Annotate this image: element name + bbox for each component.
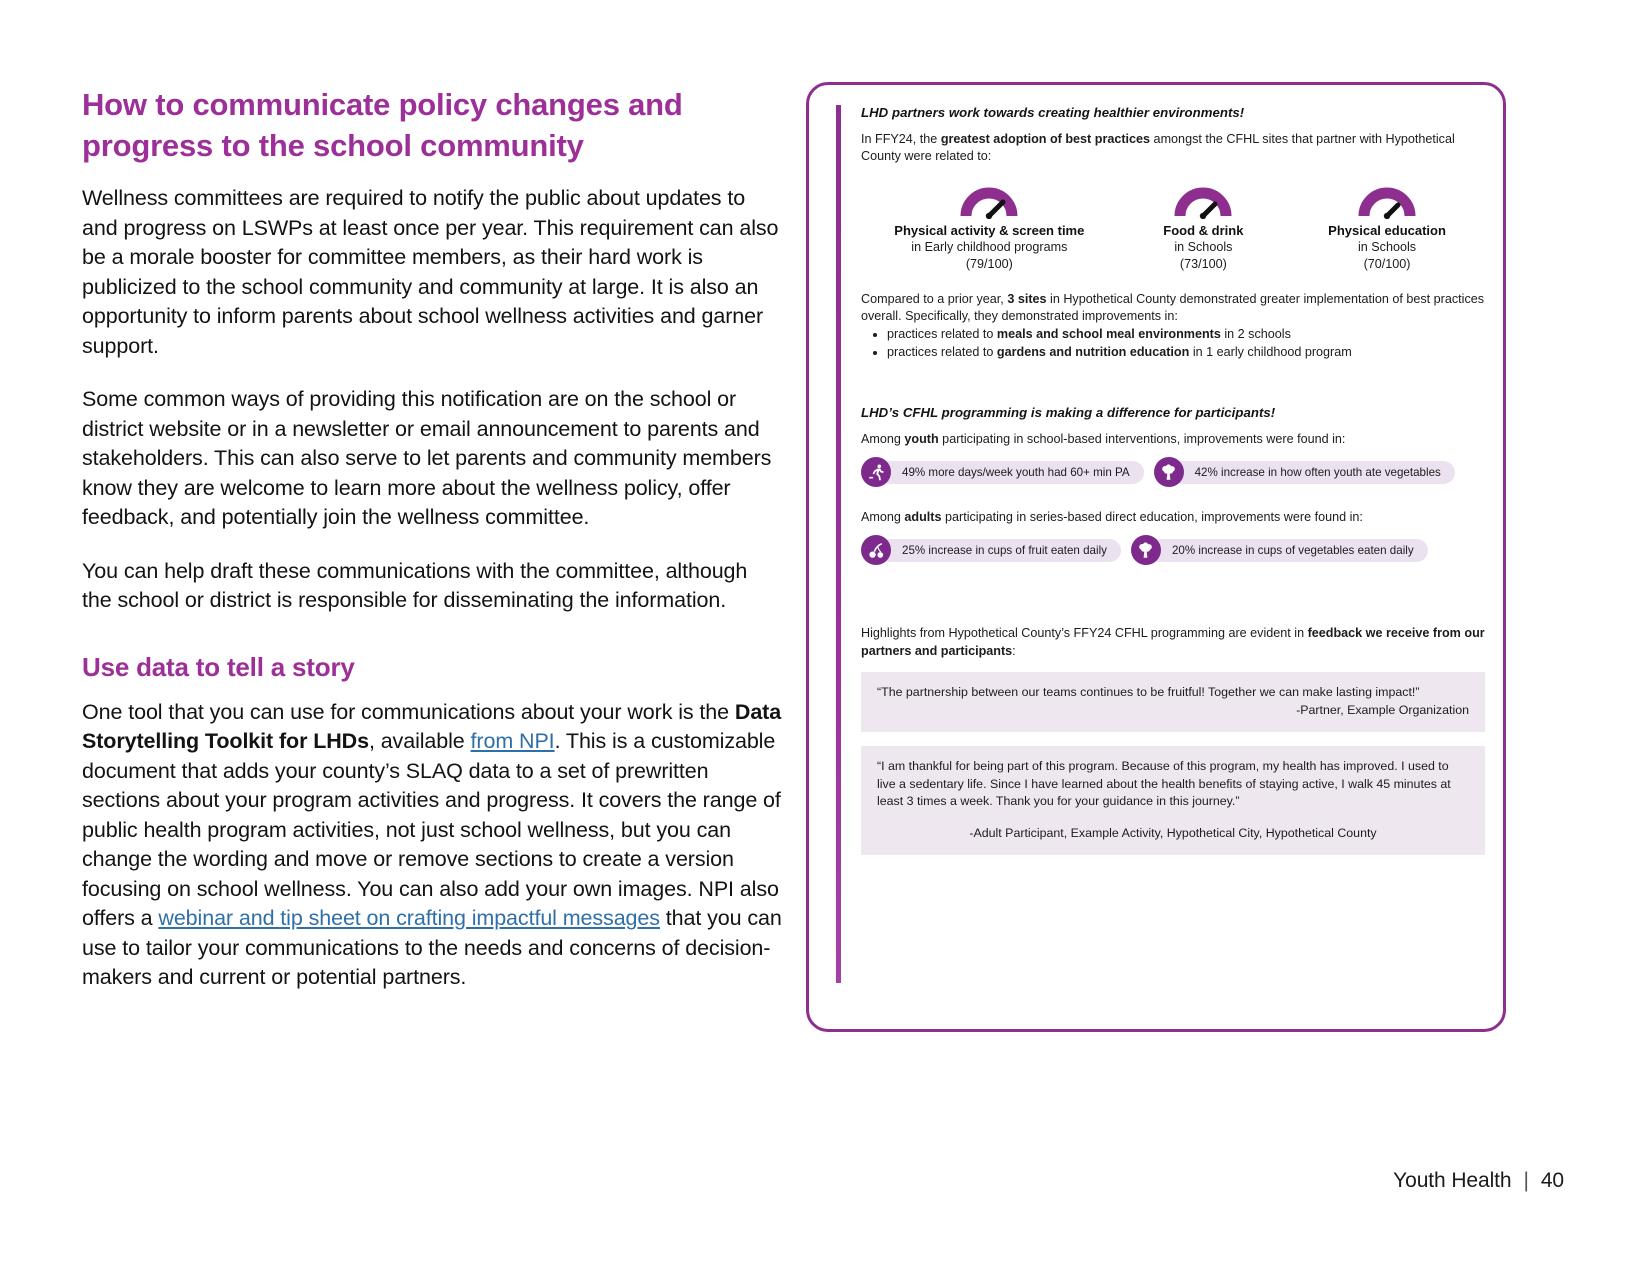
adult-pill-text: 20% increase in cups of vegetables eaten daily <box>1148 539 1428 562</box>
section-participants <box>861 405 1485 565</box>
panel-accent-bar <box>836 105 841 983</box>
cherries-icon <box>861 535 891 565</box>
adults-label-post: participating in series-based direct education, improvements were found in: <box>941 510 1363 524</box>
section1-comparison <box>861 291 1485 325</box>
adults-label-pre: Among <box>861 510 905 524</box>
gauge-score: (79/100) <box>965 257 1013 271</box>
bullet-post: in 2 schools <box>1220 327 1291 341</box>
youth-pill-row <box>861 457 1485 487</box>
footer-page-number: 40 <box>1540 1169 1564 1192</box>
compare-post: in Hypothetical County demonstrated greater implementation of best practices overall. Specifically, they demonstrated improvements in: <box>861 292 1485 323</box>
adult-pill-text: 25% increase in cups of fruit eaten daily <box>878 539 1121 562</box>
compare-pre: Compared to a prior year, <box>861 292 1008 306</box>
section-heading-use-data: Use data to tell a story <box>82 651 355 682</box>
page-footer <box>1393 1169 1564 1193</box>
youth-label-post: participating in school-based interventions, improvements were found in: <box>938 432 1346 446</box>
gauge-icon <box>1174 185 1232 219</box>
left-text-column <box>82 84 782 993</box>
gauge-score: (73/100) <box>1179 257 1227 271</box>
bullet-pre: practices related to <box>887 327 997 341</box>
broccoli-icon <box>1154 457 1184 487</box>
youth-label <box>861 431 1485 448</box>
footer-section-name: Youth Health <box>1393 1169 1512 1192</box>
gauge-icon <box>960 185 1018 219</box>
gauge-group <box>861 185 1485 273</box>
p4-text-4: that you can use to tailor your communications to the needs and concerns of decision-makers and current or potential partners. <box>82 906 782 989</box>
gauge-title: Physical education <box>1328 223 1446 238</box>
section1-intro-pre: In FFY24, the <box>861 132 941 146</box>
p4-text-2: , available <box>368 729 471 753</box>
youth-stat-pa <box>861 457 1144 487</box>
feedback-intro-pre: Highlights from Hypothetical County’s FFY24 CFHL programming are evident in <box>861 626 1308 640</box>
section1-intro-post: amongst the CFHL sites that partner with Hypothetical County were related to: <box>861 132 1455 163</box>
link-webinar-tip-sheet[interactable]: webinar and tip sheet on crafting impactful messages <box>158 906 660 930</box>
quote-text: “The partnership between our teams continues to be fruitful! Together we can make lasting impact!” <box>877 685 1420 699</box>
gauge-title: Food & drink <box>1163 223 1244 238</box>
broccoli-icon <box>1131 535 1161 565</box>
gauge-item-food-drink <box>1118 185 1289 273</box>
page-title: How to communicate policy changes and progress to the school community <box>82 87 683 163</box>
running-person-icon <box>861 457 891 487</box>
paragraph-3: You can help draft these communications with the committee, although the school or district is responsible for disseminating the information. <box>82 558 748 612</box>
panel-inner <box>836 105 1485 1015</box>
link-from-npi[interactable]: from NPI <box>470 729 555 753</box>
cherries-glyph <box>867 541 886 560</box>
youth-stat-vegetables <box>1154 457 1455 487</box>
quote-text: “I am thankful for being part of this program. Because of this program, my health has improved. I used to live a sedentary life. Since I have learned about the health benefits of staying active, I walk 45 minutes at least 3 times a week. Thank you for your guidance in this journey.” <box>877 759 1451 808</box>
bullet-bold: gardens and nutrition education <box>996 344 1190 359</box>
quote-card-participant <box>861 746 1485 855</box>
footer-divider: | <box>1523 1169 1529 1192</box>
section1-bullet-list <box>861 326 1485 361</box>
bullet-bold: meals and school meal environments <box>996 327 1221 341</box>
quote-attribution: -Adult Participant, Example Activity, Hypothetical City, Hypothetical County <box>969 825 1377 840</box>
paragraph-1: Wellness committees are required to notify the public about updates to and progress on LSWPs at least once per year. This requirement can also be a morale booster for committee members, as their hard work is publicized to the school community and community at large. It is also an opportunity to inform parents about school wellness activities and garner support. <box>82 186 779 358</box>
feedback-intro <box>861 625 1485 660</box>
section1-heading: LHD partners work towards creating healthier environments! <box>861 105 1245 120</box>
running-person-glyph <box>867 463 886 482</box>
gauge-item-physical-education <box>1289 185 1485 273</box>
broccoli-glyph <box>1136 541 1155 560</box>
section1-intro-bold: greatest adoption of best practices <box>940 132 1151 146</box>
section1-intro <box>861 131 1485 165</box>
paragraph-4 <box>82 698 782 993</box>
feedback-intro-post: : <box>1012 643 1016 658</box>
gauge-title: Physical activity & screen time <box>894 223 1085 238</box>
gauge-subtitle: in Early childhood programs <box>911 240 1068 254</box>
bullet-post: in 1 early childhood program <box>1189 344 1352 359</box>
adults-label-bold: adults <box>904 510 942 524</box>
adult-stat-vegetables <box>1131 535 1428 565</box>
p4-text-3: . This is a customizable document that adds your county’s SLAQ data to a set of prewritten sections about your program activities and progress. It covers the range of public health program activities, not just school wellness, but you can change the wording and move or remove sections to create a version focusing on school wellness. You can also add your own images. NPI also offers a <box>82 729 781 930</box>
youth-pill-text: 42% increase in how often youth ate vegetables <box>1171 461 1455 484</box>
gauge-score: (70/100) <box>1363 257 1411 271</box>
youth-label-pre: Among <box>861 432 905 446</box>
paragraph-2: Some common ways of providing this notification are on the school or district website or in a newsletter or email announcement to parents and stakeholders. This can also serve to let parents and community members know they are welcome to learn more about the wellness policy, offer feedback, and potentially join the wellness committee. <box>82 387 772 529</box>
gauge-item-physical-activity <box>861 185 1118 273</box>
list-item <box>887 326 1485 344</box>
quote-card-partner <box>861 672 1485 732</box>
adult-stat-fruit <box>861 535 1121 565</box>
compare-bold: 3 sites <box>1007 292 1047 306</box>
section2-heading: LHD’s CFHL programming is making a difference for participants! <box>861 405 1276 420</box>
youth-label-bold: youth <box>904 432 939 446</box>
gauge-icon <box>1358 185 1416 219</box>
adults-pill-row <box>861 535 1485 565</box>
list-item <box>887 344 1485 362</box>
gauge-subtitle: in Schools <box>1357 240 1417 254</box>
youth-pill-text: 49% more days/week youth had 60+ min PA <box>878 461 1144 484</box>
p4-text-1: One tool that you can use for communications about your work is the <box>82 699 735 724</box>
section-feedback <box>861 625 1485 855</box>
p4-bold-toolkit: Data Storytelling Toolkit for LHDs <box>82 699 782 753</box>
section-environments <box>861 105 1485 361</box>
bullet-pre: practices related to <box>887 344 997 359</box>
gauge-subtitle: in Schools <box>1174 240 1233 254</box>
feedback-intro-bold: feedback we receive from our partners and participants <box>861 626 1485 658</box>
broccoli-glyph <box>1159 463 1178 482</box>
adults-label <box>861 509 1485 526</box>
quote-attribution: -Partner, Example Organization <box>1296 702 1469 717</box>
panel-content <box>861 105 1485 869</box>
infographic-panel <box>806 82 1506 1032</box>
